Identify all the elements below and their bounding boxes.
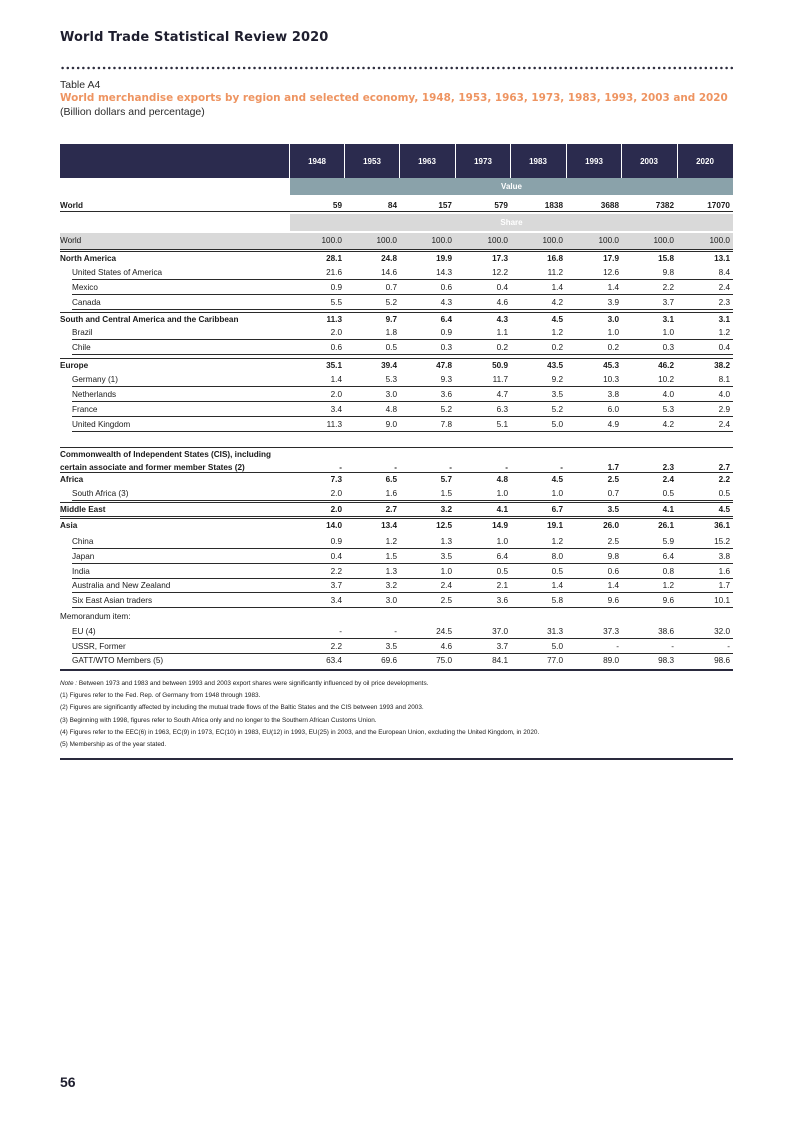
- table-cell: 5.8: [551, 596, 563, 605]
- table-cell: 4.2: [662, 420, 674, 429]
- table-cell: 1.8: [385, 328, 397, 337]
- table-cell: 19.9: [436, 254, 452, 263]
- table-cell: 100.0: [487, 236, 508, 245]
- table-cell: 26.1: [658, 521, 674, 530]
- table-cell: 6.4: [440, 315, 452, 324]
- table-cell: 17.9: [603, 254, 619, 263]
- table-cell: 50.9: [492, 361, 508, 370]
- table-cell: 5.2: [385, 298, 397, 307]
- table-cell: 5.3: [385, 375, 397, 384]
- row-label-north-america: North America: [60, 254, 117, 263]
- table-cell: 84: [387, 201, 397, 210]
- table-cell: 8.1: [718, 375, 730, 384]
- table-cell: 59: [332, 201, 342, 210]
- table-cell: 3.2: [440, 505, 452, 514]
- row-label-world-value: World: [60, 201, 84, 210]
- table-cell: 14.0: [326, 521, 342, 530]
- table-cell: 4.6: [496, 298, 508, 307]
- table-cell: 0.4: [718, 343, 730, 352]
- table-cell: 3.1: [662, 315, 674, 324]
- table-cell: 1.2: [385, 537, 397, 546]
- row-rule: [72, 354, 733, 355]
- table-cell: 1.0: [551, 489, 563, 498]
- table-cell: 2.1: [496, 581, 508, 590]
- table-cell: 100.0: [653, 236, 674, 245]
- row-rule: [60, 312, 733, 313]
- table-cell: 4.0: [662, 390, 674, 399]
- table-cell: 100.0: [598, 236, 619, 245]
- table-cell: 12.6: [603, 268, 619, 277]
- table-cell: 89.0: [603, 656, 619, 665]
- table-cell: 21.6: [326, 268, 342, 277]
- row-rule: [72, 401, 733, 402]
- table-cell: 9.8: [607, 552, 619, 561]
- table-cell: 3.5: [440, 552, 452, 561]
- table-cell: 1.7: [718, 581, 730, 590]
- table-cell: 3.7: [662, 298, 674, 307]
- table-cell: 1.1: [496, 328, 508, 337]
- table-cell: 4.6: [440, 642, 452, 651]
- table-cell: 1.2: [551, 328, 563, 337]
- table-cell: 39.4: [381, 361, 397, 370]
- table-cell: 0.7: [385, 283, 397, 292]
- table-cell: 2.3: [662, 463, 674, 472]
- year-header-1993: 1993: [566, 144, 621, 178]
- table-cell: 38.2: [714, 361, 730, 370]
- table-cell: 2.5: [607, 537, 619, 546]
- table-cell: 2.4: [662, 475, 674, 484]
- table-cell: 2.9: [718, 405, 730, 414]
- table-cell: 3.5: [607, 505, 619, 514]
- table-cell: 1.0: [496, 537, 508, 546]
- table-cell: 4.5: [551, 475, 563, 484]
- table-cell: 0.9: [330, 537, 342, 546]
- year-header-2020: 2020: [677, 144, 732, 178]
- table-cell: 3.8: [718, 552, 730, 561]
- table-cell: 2.0: [330, 390, 342, 399]
- table-cell: 46.2: [658, 361, 674, 370]
- table-cell: 7.3: [330, 475, 342, 484]
- row-label-brazil: Brazil: [72, 328, 93, 337]
- row-rule: [72, 500, 733, 501]
- row-rule: [72, 416, 733, 417]
- row-rule: [60, 447, 733, 448]
- table-cell: 100.0: [542, 236, 563, 245]
- dotted-rule: [60, 66, 733, 70]
- row-label-netherlands: Netherlands: [72, 390, 117, 399]
- table-cell: -: [339, 627, 342, 636]
- row-label-world: World: [60, 236, 82, 245]
- table-cell: 3.4: [330, 405, 342, 414]
- table-cell: 0.2: [551, 343, 563, 352]
- note-1: (1) Figures refer to the Fed. Rep. of Germany from 1948 through 1983.: [60, 692, 261, 700]
- row-label-japan: Japan: [72, 552, 95, 561]
- year-header-2003: 2003: [621, 144, 676, 178]
- table-cell: 8.0: [551, 552, 563, 561]
- table-cell: 6.4: [496, 552, 508, 561]
- row-rule: [72, 309, 733, 310]
- table-cell: 1.2: [718, 328, 730, 337]
- table-cell: 43.5: [547, 361, 563, 370]
- table-cell: 24.5: [436, 627, 452, 636]
- table-cell: -: [394, 627, 397, 636]
- table-cell: 2.2: [330, 567, 342, 576]
- table-cell: 3.4: [330, 596, 342, 605]
- note-3: (3) Beginning with 1998, figures refer to South Africa only and no longer to the Southern African Customs Union.: [60, 716, 377, 724]
- table-cell: 98.6: [714, 656, 730, 665]
- table-cell: 14.3: [436, 268, 452, 277]
- table-cell: 1.0: [440, 567, 452, 576]
- table-cell: 3.2: [385, 581, 397, 590]
- table-cell: 13.1: [714, 254, 730, 263]
- table-cell: 4.7: [496, 390, 508, 399]
- table-cell: 37.0: [492, 627, 508, 636]
- row-label-india: India: [72, 567, 90, 576]
- table-cell: 6.3: [496, 405, 508, 414]
- row-label-commonwealth-of-independent-states-cis-including: Commonwealth of Independent States (CIS), including: [60, 450, 272, 459]
- row-label-france: France: [72, 405, 98, 414]
- table-cell: 2.5: [607, 475, 619, 484]
- row-rule: [60, 358, 733, 359]
- year-header-1948: 1948: [289, 144, 344, 178]
- table-cell: 2.4: [440, 581, 452, 590]
- table-cell: 2.2: [662, 283, 674, 292]
- row-rule: [60, 251, 733, 252]
- table-cell: 3.6: [496, 596, 508, 605]
- table-cell: 1838: [544, 201, 563, 210]
- row-rule: [72, 607, 733, 608]
- table-cell: 1.0: [607, 328, 619, 337]
- table-cell: 15.2: [714, 537, 730, 546]
- row-rule: [60, 249, 733, 250]
- table-cell: 3.0: [607, 315, 619, 324]
- table-cell: 2.7: [718, 463, 730, 472]
- table-cell: 4.8: [496, 475, 508, 484]
- table-cell: 5.9: [662, 537, 674, 546]
- table-cell: 3.7: [330, 581, 342, 590]
- table-cell: 3.8: [607, 390, 619, 399]
- row-rule: [72, 548, 733, 549]
- table-cell: 0.6: [440, 283, 452, 292]
- table-cell: 4.1: [496, 505, 508, 514]
- table-cell: 11.2: [547, 268, 563, 277]
- table-cell: 3.1: [718, 315, 730, 324]
- table-cell: 2.2: [718, 475, 730, 484]
- table-cell: 15.8: [658, 254, 674, 263]
- table-cell: 5.5: [330, 298, 342, 307]
- table-cell: 100.0: [321, 236, 342, 245]
- table-label: Table A4: [60, 79, 101, 91]
- table-cell: 0.3: [662, 343, 674, 352]
- table-cell: 4.0: [718, 390, 730, 399]
- row-rule: [72, 294, 733, 295]
- row-rule: [72, 563, 733, 564]
- row-label-south-and-central-america-and-the-caribbean: South and Central America and the Caribbean: [60, 315, 239, 324]
- row-rule: [60, 502, 733, 503]
- table-cell: 8.4: [718, 268, 730, 277]
- table-cell: 32.0: [714, 627, 730, 636]
- row-label-united-kingdom: United Kingdom: [72, 420, 131, 429]
- table-cell: 0.3: [440, 343, 452, 352]
- table-cell: 6.5: [385, 475, 397, 484]
- row-label-australia-and-new-zealand: Australia and New Zealand: [72, 581, 171, 590]
- note-main: [60, 678, 733, 690]
- row-label-gatt-wto-members-5: GATT/WTO Members (5): [72, 656, 164, 665]
- table-cell: 3.5: [385, 642, 397, 651]
- table-cell: 10.3: [603, 375, 619, 384]
- table-cell: 2.0: [330, 489, 342, 498]
- year-header-1973: 1973: [455, 144, 510, 178]
- table-cell: 36.1: [714, 521, 730, 530]
- table-cell: 1.4: [330, 375, 342, 384]
- table-cell: 100.0: [431, 236, 452, 245]
- table-cell: -: [505, 463, 508, 472]
- table-cell: 12.2: [492, 268, 508, 277]
- table-cell: 37.3: [603, 627, 619, 636]
- table-cell: 1.4: [551, 581, 563, 590]
- table-cell: 4.8: [385, 405, 397, 414]
- row-rule: [72, 592, 733, 593]
- row-rule: [60, 472, 733, 473]
- row-rule: [72, 638, 733, 639]
- table-cell: 5.7: [440, 475, 452, 484]
- share-band: Share: [290, 214, 733, 231]
- table-bottom-rule: [60, 669, 733, 671]
- table-cell: 3.0: [385, 390, 397, 399]
- table-cell: 2.0: [330, 328, 342, 337]
- table-cell: 11.3: [326, 420, 342, 429]
- table-cell: 4.5: [718, 505, 730, 514]
- row-label-middle-east: Middle East: [60, 505, 106, 514]
- table-cell: 2.5: [440, 596, 452, 605]
- table-cell: 0.7: [607, 489, 619, 498]
- table-cell: 10.1: [714, 596, 730, 605]
- table-cell: 1.6: [385, 489, 397, 498]
- table-cell: 9.0: [385, 420, 397, 429]
- table-cell: 0.8: [662, 567, 674, 576]
- row-rule: [60, 516, 733, 517]
- table-cell: 10.2: [658, 375, 674, 384]
- table-cell: 0.9: [440, 328, 452, 337]
- note-2: (2) Figures are significantly affected by including the mutual trade flows of the Baltic States and the CIS between 1993 and 2003.: [60, 704, 424, 712]
- table-cell: 5.2: [440, 405, 452, 414]
- table-cell: 9.8: [662, 268, 674, 277]
- table-cell: 12.5: [436, 521, 452, 530]
- table-cell: 9.6: [662, 596, 674, 605]
- table-cell: 9.2: [551, 375, 563, 384]
- note-text: Between 1973 and 1983 and between 1993 and 2003 export shares were significantly influenced by oil price developments.: [77, 680, 429, 687]
- table-cell: 47.8: [436, 361, 452, 370]
- table-cell: 11.3: [326, 315, 342, 324]
- table-cell: 31.3: [547, 627, 563, 636]
- year-header-1963: 1963: [399, 144, 454, 178]
- row-rule: [72, 279, 733, 280]
- row-label-memorandum-item: Memorandum item:: [60, 612, 131, 621]
- row-label-africa: Africa: [60, 475, 84, 484]
- table-cell: 77.0: [547, 656, 563, 665]
- row-label-chile: Chile: [72, 343, 91, 352]
- row-label-canada: Canada: [72, 298, 101, 307]
- table-cell: 1.4: [607, 283, 619, 292]
- table-cell: 1.2: [662, 581, 674, 590]
- table-cell: 0.6: [330, 343, 342, 352]
- table-cell: 4.3: [496, 315, 508, 324]
- table-cell: 5.2: [551, 405, 563, 414]
- table-cell: 28.1: [326, 254, 342, 263]
- table-cell: -: [616, 642, 619, 651]
- table-cell: 100.0: [376, 236, 397, 245]
- table-cell: 100.0: [709, 236, 730, 245]
- row-rule: [72, 431, 733, 432]
- table-cell: 1.3: [385, 567, 397, 576]
- row-label-eu-4: EU (4): [72, 627, 96, 636]
- row-label-cis-line2: certain associate and former member States (2): [60, 463, 245, 472]
- table-cell: 9.3: [440, 375, 452, 384]
- table-cell: 17070: [707, 201, 730, 210]
- table-cell: 69.6: [381, 656, 397, 665]
- table-cell: 0.5: [718, 489, 730, 498]
- table-cell: 6.7: [551, 505, 563, 514]
- table-cell: 7.8: [440, 420, 452, 429]
- table-cell: 0.5: [662, 489, 674, 498]
- table-cell: 16.8: [547, 254, 563, 263]
- row-label-ussr-former: USSR, Former: [72, 642, 126, 651]
- note-5: (5) Membership as of the year stated.: [60, 741, 167, 749]
- table-cell: 7382: [655, 201, 674, 210]
- table-cell: 3.7: [496, 642, 508, 651]
- table-cell: 2.4: [718, 420, 730, 429]
- row-label-china: China: [72, 537, 94, 546]
- table-cell: 3.6: [440, 390, 452, 399]
- table-cell: 3.9: [607, 298, 619, 307]
- note-4: (4) Figures refer to the EEC(6) in 1963, EC(9) in 1973, EC(10) in 1983, EU(12) in 1993, EU(25) in 2003, and the European Union, excluding the United Kingdom, in 2020.: [60, 728, 540, 736]
- table-cell: 0.6: [607, 567, 619, 576]
- table-cell: 1.0: [496, 489, 508, 498]
- table-cell: 5.0: [551, 642, 563, 651]
- table-cell: 84.1: [492, 656, 508, 665]
- table-cell: 1.2: [551, 537, 563, 546]
- table-subtitle: (Billion dollars and percentage): [60, 106, 205, 118]
- table-cell: 3.5: [551, 390, 563, 399]
- table-cell: 75.0: [436, 656, 452, 665]
- table-cell: 45.3: [603, 361, 619, 370]
- table-cell: 38.6: [658, 627, 674, 636]
- table-cell: 9.7: [385, 315, 397, 324]
- table-cell: 26.0: [603, 521, 619, 530]
- row-rule: [72, 339, 733, 340]
- table-cell: 1.3: [440, 537, 452, 546]
- table-cell: 1.7: [607, 463, 619, 472]
- table-cell: -: [560, 463, 563, 472]
- table-cell: 4.3: [440, 298, 452, 307]
- table-cell: 5.3: [662, 405, 674, 414]
- table-cell: -: [394, 463, 397, 472]
- row-rule: [60, 211, 733, 212]
- table-cell: 1.4: [607, 581, 619, 590]
- row-label-united-states-of-america: United States of America: [72, 268, 163, 277]
- table-cell: 17.3: [492, 254, 508, 263]
- table-cell: 3688: [600, 201, 619, 210]
- table-cell: -: [339, 463, 342, 472]
- table-cell: 5.0: [551, 420, 563, 429]
- row-label-asia: Asia: [60, 521, 78, 530]
- table-cell: 0.2: [496, 343, 508, 352]
- row-label-germany-1: Germany (1): [72, 375, 118, 384]
- note-prefix: Note :: [60, 680, 78, 687]
- table-cell: 24.8: [381, 254, 397, 263]
- table-cell: -: [727, 642, 730, 651]
- table-title: World merchandise exports by region and selected economy, 1948, 1953, 1963, 1973, 1983, 1993, 2003 and 2020: [60, 92, 728, 104]
- report-title: World Trade Statistical Review 2020: [60, 30, 329, 45]
- row-rule: [60, 518, 733, 519]
- table-cell: 1.6: [718, 567, 730, 576]
- table-cell: 11.7: [492, 375, 508, 384]
- table-cell: 0.5: [385, 343, 397, 352]
- table-cell: 2.3: [718, 298, 730, 307]
- value-band: Value: [290, 178, 733, 195]
- year-header-1983: 1983: [510, 144, 565, 178]
- table-cell: -: [449, 463, 452, 472]
- table-cell: 157: [438, 201, 452, 210]
- table-cell: 19.1: [547, 521, 563, 530]
- table-cell: 35.1: [326, 361, 342, 370]
- table-cell: 0.5: [551, 567, 563, 576]
- table-notes: [60, 678, 733, 751]
- table-cell: 14.6: [381, 268, 397, 277]
- table-cell: 63.4: [326, 656, 342, 665]
- table-cell: 6.0: [607, 405, 619, 414]
- table-cell: 2.2: [330, 642, 342, 651]
- table-cell: 4.2: [551, 298, 563, 307]
- table-cell: 4.1: [662, 505, 674, 514]
- table-cell: 1.4: [551, 283, 563, 292]
- table-cell: 1.0: [662, 328, 674, 337]
- row-label-europe: Europe: [60, 361, 89, 370]
- table-cell: 579: [494, 201, 508, 210]
- table-cell: 0.2: [607, 343, 619, 352]
- table-cell: 3.0: [385, 596, 397, 605]
- table-cell: 1.5: [440, 489, 452, 498]
- table-cell: 2.4: [718, 283, 730, 292]
- table-cell: 1.5: [385, 552, 397, 561]
- table-cell: 13.4: [381, 521, 397, 530]
- table-cell: 9.6: [607, 596, 619, 605]
- row-rule: [72, 578, 733, 579]
- notes-bottom-rule: [60, 758, 733, 760]
- table-cell: -: [671, 642, 674, 651]
- row-label-six-east-asian-traders: Six East Asian traders: [72, 596, 153, 605]
- year-header-1953: 1953: [344, 144, 399, 178]
- table-cell: 0.9: [330, 283, 342, 292]
- table-cell: 4.9: [607, 420, 619, 429]
- row-label-mexico: Mexico: [72, 283, 98, 292]
- table-cell: 2.7: [385, 505, 397, 514]
- table-cell: 0.4: [330, 552, 342, 561]
- table-cell: 0.5: [496, 567, 508, 576]
- row-label-south-africa-3: South Africa (3): [72, 489, 129, 498]
- row-rule: [72, 653, 733, 654]
- row-rule: [72, 386, 733, 387]
- table-cell: 0.4: [496, 283, 508, 292]
- table-cell: 4.5: [551, 315, 563, 324]
- table-cell: 98.3: [658, 656, 674, 665]
- table-cell: 6.4: [662, 552, 674, 561]
- table-cell: 14.9: [492, 521, 508, 530]
- page-number: 56: [60, 1074, 76, 1090]
- table-cell: 5.1: [496, 420, 508, 429]
- table-cell: 2.0: [330, 505, 342, 514]
